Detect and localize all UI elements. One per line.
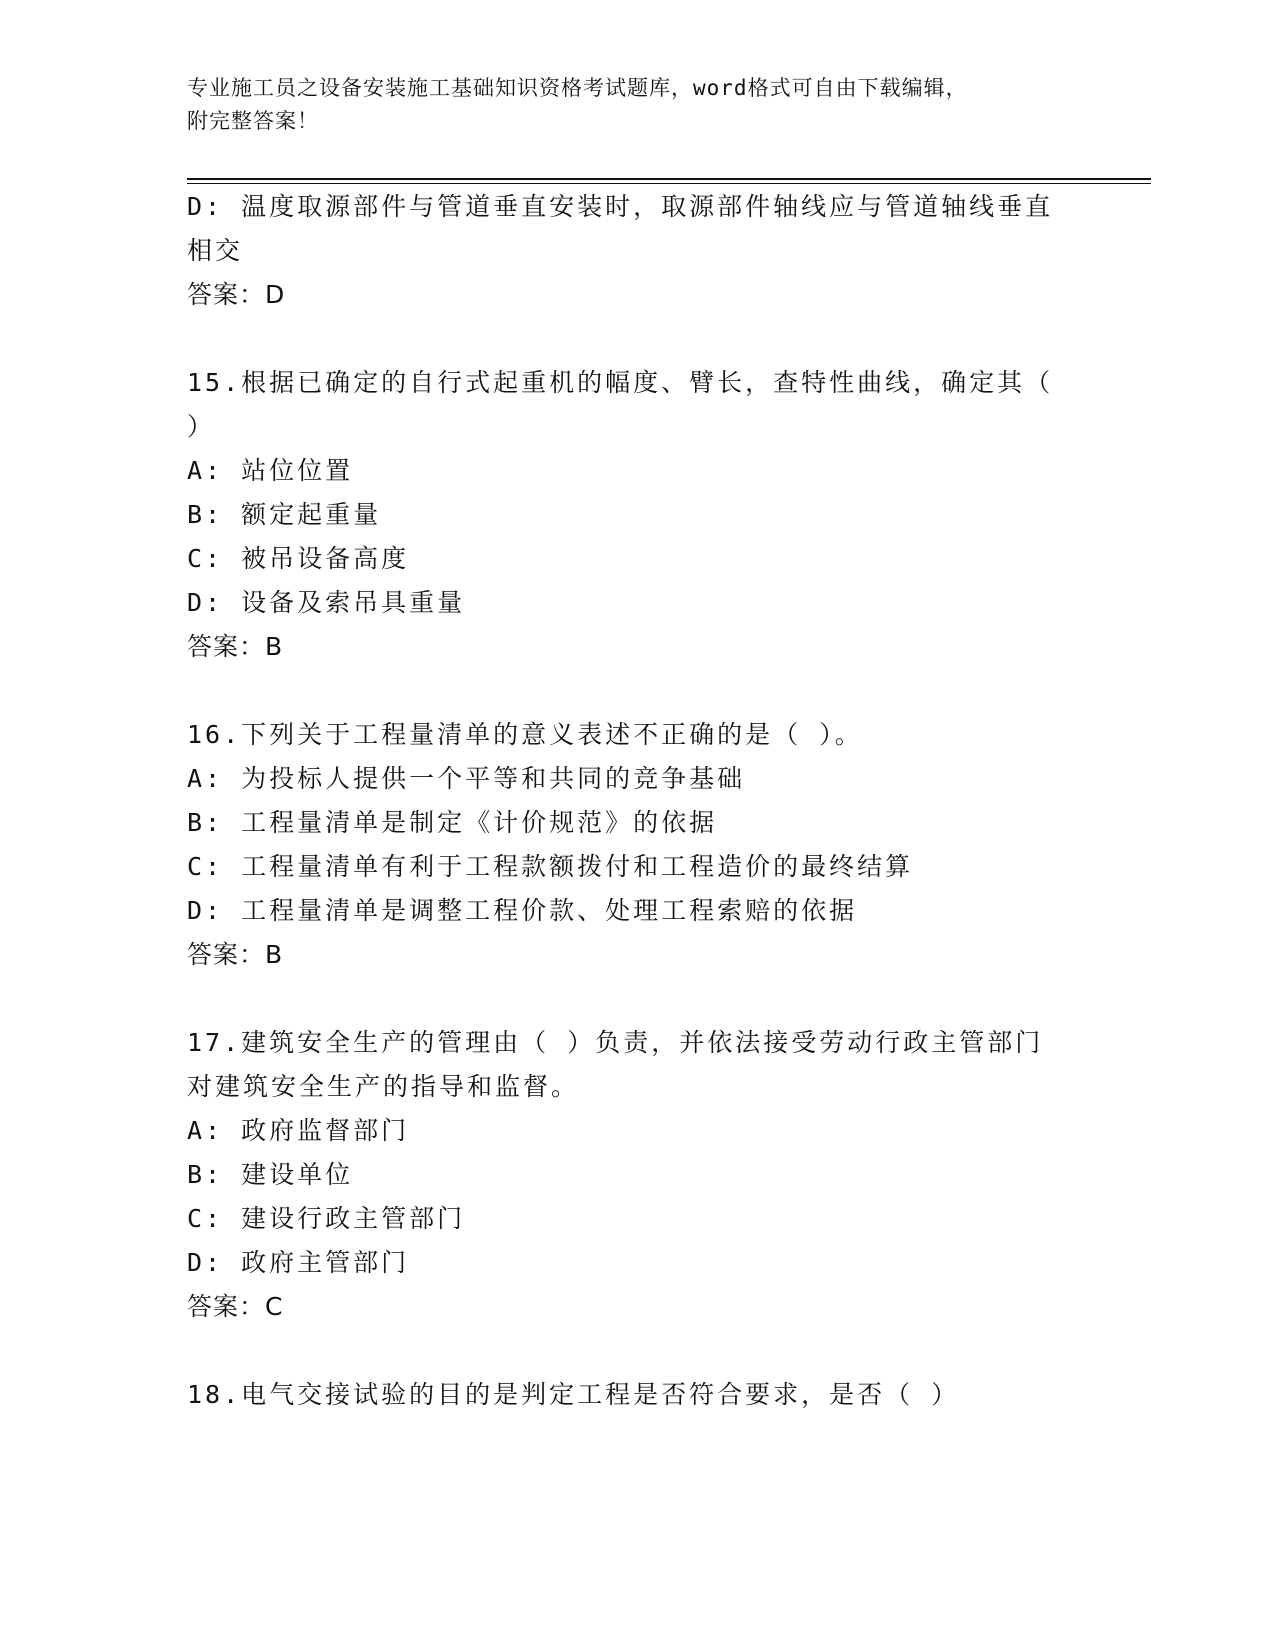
q15-answer: 答案：B	[187, 632, 284, 661]
q15-stem-line-2: ）	[187, 412, 216, 441]
q14-option-d-line-2: 相交	[187, 236, 244, 265]
q16-stem: 16.下列关于工程量清单的意义表述不正确的是（ ）。	[187, 720, 863, 749]
header-line-2: 附完整答案！	[187, 109, 319, 133]
header-line-1: 专业施工员之设备安装施工基础知识资格考试题库，word格式可自由下载编辑，	[187, 76, 968, 100]
q17-option-b: B: 建设单位	[187, 1160, 354, 1189]
q14-answer: 答案：D	[187, 280, 286, 309]
q15-stem-line-1: 15.根据已确定的自行式起重机的幅度、臂长，查特性曲线，确定其（	[187, 368, 1054, 397]
q15-option-c: C: 被吊设备高度	[187, 544, 410, 573]
q16-option-d: D: 工程量清单是调整工程价款、处理工程索赔的依据	[187, 896, 858, 925]
q17-answer: 答案：C	[187, 1292, 284, 1321]
q16-option-c: C: 工程量清单有利于工程款额拨付和工程造价的最终结算	[187, 852, 914, 881]
q15-option-a: A: 站位位置	[187, 456, 354, 485]
q17-option-c: C: 建设行政主管部门	[187, 1204, 466, 1233]
header-divider-thick	[187, 178, 1151, 180]
q14-option-d-line-1: D: 温度取源部件与管道垂直安装时，取源部件轴线应与管道轴线垂直	[187, 192, 1054, 221]
q17-stem-line-1: 17.建筑安全生产的管理由（ ）负责，并依法接受劳动行政主管部门	[187, 1028, 1044, 1057]
q17-option-a: A: 政府监督部门	[187, 1116, 410, 1145]
document-header	[187, 72, 1087, 138]
q16-answer: 答案：B	[187, 940, 284, 969]
q15-option-b: B: 额定起重量	[187, 500, 382, 529]
header-divider-thin	[187, 183, 1151, 184]
q17-option-d: D: 政府主管部门	[187, 1248, 410, 1277]
q16-option-b: B: 工程量清单是制定《计价规范》的依据	[187, 808, 718, 837]
q17-stem-line-2: 对建筑安全生产的指导和监督。	[187, 1072, 580, 1101]
q16-option-a: A: 为投标人提供一个平等和共同的竞争基础	[187, 764, 746, 793]
q18-stem: 18.电气交接试验的目的是判定工程是否符合要求，是否（ ）	[187, 1380, 960, 1409]
q15-option-d: D: 设备及索吊具重量	[187, 588, 466, 617]
